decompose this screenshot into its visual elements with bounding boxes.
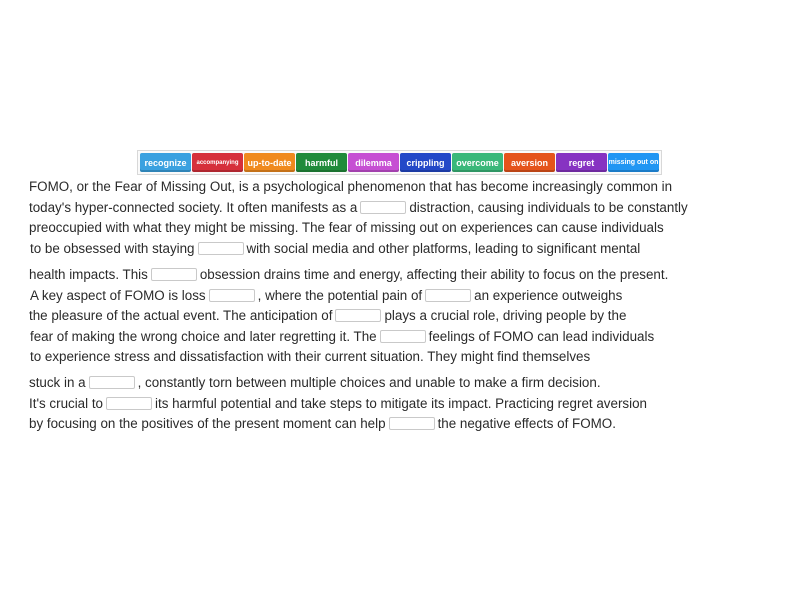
- blank-slot-3[interactable]: [151, 268, 197, 281]
- blank-slot-10[interactable]: [389, 417, 435, 430]
- word-chip-crippling[interactable]: crippling: [400, 153, 451, 172]
- passage-text: obsession drains time and energy, affecting their ability to focus on the present.: [199, 267, 669, 282]
- passage-line-10: [29, 374, 601, 392]
- word-chip-regret[interactable]: regret: [556, 153, 607, 172]
- passage-text: an experience outweighs: [474, 288, 623, 303]
- word-chip-harmful[interactable]: harmful: [296, 153, 347, 172]
- passage-text: fear of making the wrong choice and later regretting it. The: [30, 329, 377, 344]
- word-chip-overcome[interactable]: overcome: [452, 153, 503, 172]
- word-chip-missing-out-on[interactable]: missing out on: [608, 153, 659, 172]
- passage-text: with social media and other platforms, leading to significant mental: [246, 241, 641, 256]
- passage-text: the negative effects of FOMO.: [437, 416, 616, 431]
- passage-text: to be obsessed with staying: [30, 241, 195, 256]
- passage-line-5: [29, 266, 668, 284]
- blank-slot-2[interactable]: [198, 242, 244, 255]
- word-chip-accompanying[interactable]: accompanying: [192, 153, 243, 172]
- passage-text: the pleasure of the actual event. The anticipation of: [29, 308, 333, 323]
- passage-line-6: [30, 287, 622, 305]
- passage-text: plays a crucial role, driving people by the: [384, 308, 627, 323]
- passage-text: its harmful potential and take steps to mitigate its impact. Practicing regret aversion: [155, 396, 647, 411]
- blank-slot-6[interactable]: [335, 309, 381, 322]
- blank-slot-5[interactable]: [425, 289, 471, 302]
- passage-text: distraction, causing individuals to be constantly: [409, 200, 688, 215]
- passage-line-2: [29, 199, 688, 217]
- passage-text: A key aspect of FOMO is loss: [30, 288, 206, 303]
- passage-text: today's hyper-connected society. It often manifests as a: [29, 200, 358, 215]
- passage-text: to experience stress and dissatisfaction with their current situation. They might find themselves: [30, 349, 591, 364]
- passage-text: health impacts. This: [29, 267, 148, 282]
- passage-line-12: [29, 415, 616, 433]
- blank-slot-8[interactable]: [89, 376, 135, 389]
- blank-slot-4[interactable]: [209, 289, 255, 302]
- passage-text: stuck in a: [29, 375, 86, 390]
- passage-line-9: [30, 348, 590, 366]
- passage-line-3: [29, 219, 664, 237]
- passage-text: feelings of FOMO can lead individuals: [428, 329, 655, 344]
- passage-text: , where the potential pain of: [257, 288, 423, 303]
- passage-text: , constantly torn between multiple choices and unable to make a firm decision.: [137, 375, 601, 390]
- passage-text: by focusing on the positives of the present moment can help: [29, 416, 386, 431]
- passage-text: It's crucial to: [29, 396, 103, 411]
- word-chip-up-to-date[interactable]: up-to-date: [244, 153, 295, 172]
- passage-line-8: [30, 328, 654, 346]
- word-chip-dilemma[interactable]: dilemma: [348, 153, 399, 172]
- word-chip-aversion[interactable]: aversion: [504, 153, 555, 172]
- word-chip-recognize[interactable]: recognize: [140, 153, 191, 172]
- blank-slot-9[interactable]: [106, 397, 152, 410]
- blank-slot-1[interactable]: [360, 201, 406, 214]
- passage-line-7: [29, 307, 626, 325]
- passage-line-4: [30, 240, 640, 258]
- blank-slot-7[interactable]: [380, 330, 426, 343]
- passage-text: preoccupied with what they might be missing. The fear of missing out on experiences can cause individuals: [29, 220, 664, 235]
- passage-line-1: [29, 178, 672, 196]
- passage-line-11: [29, 395, 647, 413]
- passage-text: FOMO, or the Fear of Missing Out, is a psychological phenomenon that has become increasingly common in: [29, 179, 673, 194]
